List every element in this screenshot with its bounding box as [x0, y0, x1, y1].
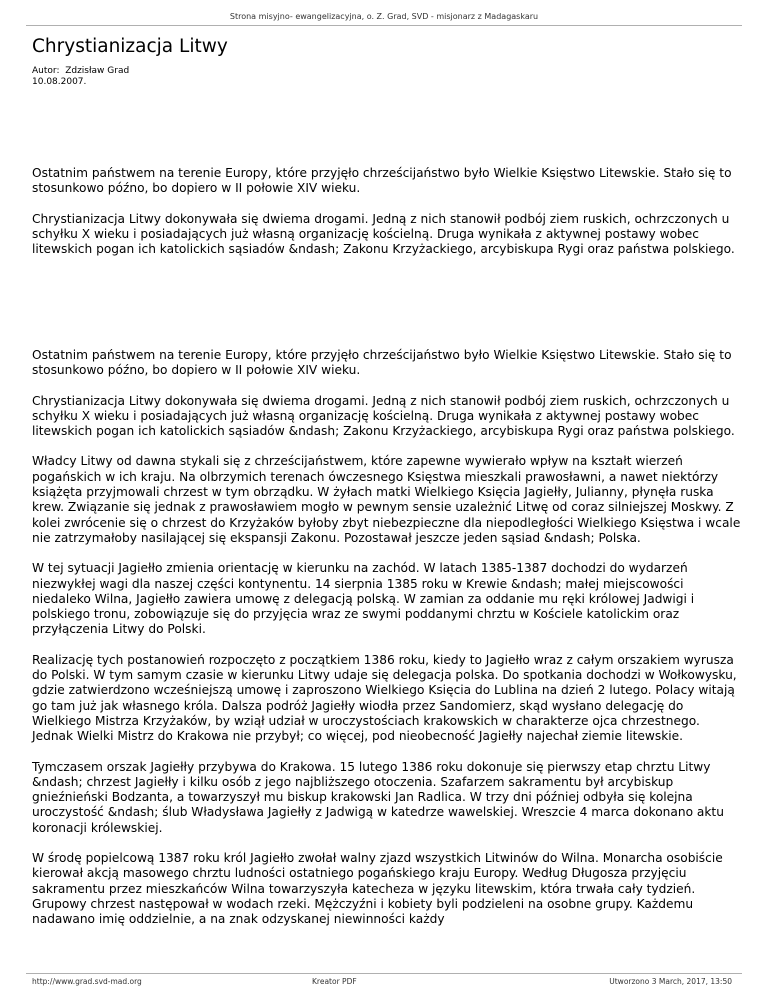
footer-generator: Kreator PDF [312, 977, 357, 986]
paragraph: Władcy Litwy od dawna stykali się z chrześcijaństwem, które zapewne wywierało wpływ na kształt wierzeń pogańskich w ich kraju. Na olbrzymich terenach ówczesnego Księstwa mieszkali prawosławni, a nawet niektórzy książęta przyjmowali chrzest w tym obrządku. W żyłach matki Wielkiego Księcia Jagiełły, Julianny, płynęła ruska krew. Związanie się jednak z prawosławiem mogło w pewnym sensie uzależnić Litwę od coraz silniejszej Moskwy. Z kolei zwrócenie się o chrzest do Krzyżaków byłoby zbyt niebezpieczne dla niepodległości Wielkiego Księstwa i wcale nie zatrzymałoby nasilającej się ekspansji Zakonu. Pozostawał jeszcze jeden sąsiad &ndash; Polska. [32, 454, 741, 545]
footer-divider [26, 973, 742, 974]
article-meta [32, 66, 129, 88]
footer-url-link[interactable]: http://www.grad.svd-mad.org [32, 977, 142, 986]
date-line: 10.08.2007. [32, 77, 87, 87]
page-title: Chrystianizacja Litwy [32, 36, 228, 57]
paragraph: Chrystianizacja Litwy dokonywała się dwiema drogami. Jedną z nich stanowił podbój ziem ruskich, ochrzczonych u schyłku X wieku i posiadających już własną organizację kościelną. Druga wynikała z aktywnej postawy wobec litewskich pogan ich katolickich sąsiadów &ndash; Zakonu Krzyżackiego, arcybiskupa Rygi oraz państwa polskiego. [32, 211, 735, 257]
footer-created: Utworzono 3 March, 2017, 13:50 [609, 977, 732, 986]
paragraph: Realizację tych postanowień rozpoczęto z początkiem 1386 roku, kiedy to Jagiełło wraz z całym orszakiem wyrusza do Polski. W tym samym czasie w kierunku Litwy udaje się delegacja polska. Do spotkania dochodzi w Wołkowysku, gdzie zatwierdzono wcześniejszą umowę i zaproszono Wielkiego Księcia do Lublina na dzień 2 lutego. Polacy witają go tam już jak własnego króla. Dalsza podróż Jagiełły wiodła przez Sandomierz, skąd wysłano delegację do Wielkiego Mistrza Krzyżaków, by wziął udział w uroczystościach krakowskich w charakterze ojca chrzestnego. Jednak Wielki Mistrz do Krakowa nie przybył; co więcej, pod nieobecność Jagiełły najechał ziemie litewskie. [32, 652, 737, 744]
author-line: Autor: Zdzisław Grad [32, 66, 130, 76]
header-divider [26, 25, 742, 26]
paragraph: Ostatnim państwem na terenie Europy, które przyjęło chrześcijaństwo było Wielkie Księstwo Litewskie. Stało się to stosunkowo późno, bo dopiero w II połowie XIV wieku. [32, 348, 732, 378]
paragraph: W tej sytuacji Jagiełło zmienia orientację w kierunku na zachód. W latach 1385-1387 dochodzi do wydarzeń niezwykłej wagi dla naszej części kontynentu. 14 sierpnia 1385 roku w Krewie &ndash; małej miejscowości niedaleko Wilna, Jagiełło zawiera umowę z delegacją polską. W zamian za oddanie mu ręki królowej Jadwigi i polskiego tronu, zobowiązuje się do przyjęcia wraz ze swymi poddanymi chrztu w Kościele katolickim oraz przyłączenia Litwy do Polski. [32, 561, 695, 637]
paragraph: Tymczasem orszak Jagiełły przybywa do Krakowa. 15 lutego 1386 roku dokonuje się pierwszy etap chrztu Litwy &ndash; chrzest Jagiełły i kilku osób z jego najbliższego otoczenia. Szafarzem sakramentu był arcybiskup gnieźnieński Bodzanta, a towarzyszył mu biskup krakowski Jan Radlica. W trzy dni później odbyła się kolejna uroczystość &ndash; ślub Władysława Jagiełły z Jadwigą w katedrze wawelskiej. Wreszcie 4 marca dokonano aktu koronacji królewskiej. [32, 759, 724, 835]
running-header: Strona misyjno- ewangelizacyjna, o. Z. Grad, SVD - misjonarz z Madagaskaru [229, 12, 539, 21]
paragraph: W środę popielcową 1387 roku król Jagiełło zwołał walny zjazd wszystkich Litwinów do Wilna. Monarcha osobiście kierował akcją masowego chrztu ludności ostatniego pogańskiego kraju Europy. Według Długosza przyjęciu sakramentu przez mieszkańców Wilna towarzyszyła katecheza w języku litewskim, która trwała cały tydzień. Grupowy chrzest następował w wodach rzeki. Mężczyźni i kobiety byli podzieleni na osobne grupy. Każdemu nadawano imię oddzielnie, a na znak odzyskanej niewinności każdy [32, 851, 723, 927]
body-block [32, 348, 744, 943]
paragraph: Ostatnim państwem na terenie Europy, które przyjęło chrześcijaństwo było Wielkie Księstwo Litewskie. Stało się to stosunkowo późno, bo dopiero w II połowie XIV wieku. [32, 166, 732, 196]
paragraph: Chrystianizacja Litwy dokonywała się dwiema drogami. Jedną z nich stanowił podbój ziem ruskich, ochrzczonych u schyłku X wieku i posiadających już własną organizację kościelną. Druga wynikała z aktywnej postawy wobec litewskich pogan ich katolickich sąsiadów &ndash; Zakonu Krzyżackiego, arcybiskupa Rygi oraz państwa polskiego. [32, 393, 735, 439]
intro-block [32, 166, 744, 272]
